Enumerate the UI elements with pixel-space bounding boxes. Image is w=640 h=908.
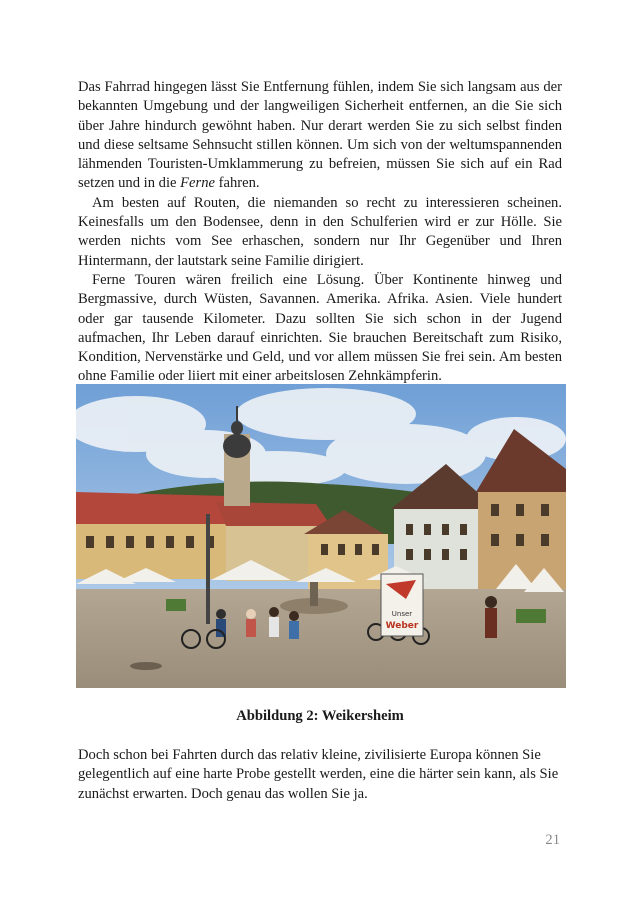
- figure-caption: Abbildung 2: Weikersheim: [236, 708, 404, 724]
- town-square-photo: [76, 384, 566, 688]
- paragraph-2: Am besten auf Routen, die niemanden so recht zu interessieren scheinen. Keinesfalls um den Bodensee, denn in den Schulferien wird er zur Hölle. Sie werden nichts vom See erhaschen, sondern nur Ihr Gegenüber und Ihren Hintermann, der lautstark seine Familie dirigiert.: [78, 194, 562, 269]
- building-left: [76, 524, 236, 579]
- tower-dome: [223, 434, 251, 458]
- manhole: [130, 662, 162, 670]
- body-text-top: [78, 78, 562, 387]
- lamp-post: [206, 514, 210, 624]
- svg-text:Weber: Weber: [385, 621, 419, 631]
- paragraph-3: Ferne Touren wären freilich eine Lösung. Über Kontinente hinweg und Bergmassive, durch Wüsten, Savannen. Amerika. Afrika. Asien. Viele hundert oder gar tausende Kilometer. Dazu sollten Sie sich schon in der Jugend aufmachen, Ihr Leben darauf einrichten. Sie brauchen Bereitschaft zum Risiko, Kondition, Nervenstärke und Geld, und vor allem müssen Sie frei sein. Am besten ohne Familie oder liiert mit einer arbeitslosen Zehnkämpferin.: [78, 271, 562, 385]
- page-number: 21: [545, 832, 560, 848]
- body-text-bottom: [78, 746, 562, 804]
- paragraph-4: Doch schon bei Fahrten durch das relativ kleine, zivilisierte Europa können Sie gelegentlich auf eine harte Probe gestellt werden, eine die härter sein kann, als Sie zunächst erwarten. Doch genau das wollen Sie ja.: [78, 747, 559, 802]
- figure-photo-weikersheim: [76, 384, 566, 688]
- ad-sign: [381, 574, 423, 636]
- svg-text:Unser: Unser: [391, 610, 413, 618]
- paragraph-1: Das Fahrrad hingegen lässt Sie Entfernung fühlen, indem Sie sich langsam aus der bekannten Umgebung und der langweiligen Sicherheit entfernen, an die Sie sich über Jahre hindurch gewöhnt haben. Nur derart werden Sie zu sich selbst finden und diese seltsame Sehnsucht stillen können. Um sich von der weltumspannenden lähmenden Touristen-Umklammerung zu befreien, müssen Sie sich auf ein Rad setzen und in die Ferne fahren.: [78, 79, 562, 192]
- emphasis-ferne: Ferne: [180, 175, 215, 192]
